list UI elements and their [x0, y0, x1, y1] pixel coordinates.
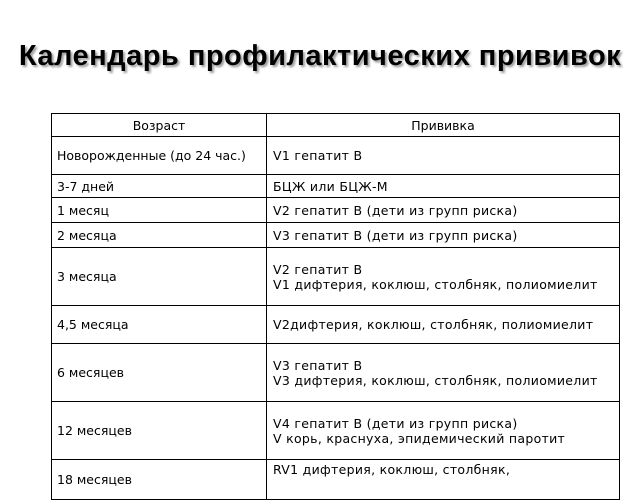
vaccination-entry: V1 гепатит В: [273, 148, 363, 163]
vaccination-entry: V3 гепатит В: [273, 357, 363, 373]
vaccination-entry: БЦЖ или БЦЖ-М: [273, 178, 388, 194]
vaccination-cell: [267, 223, 620, 248]
page-title: Календарь профилактических прививок: [18, 40, 622, 72]
age-cell: 4,5 месяца: [52, 306, 267, 344]
vaccination-entry: V1 дифтерия, коклюш, столбняк, полиомиелит: [273, 276, 598, 292]
age-cell: 18 месяцев: [52, 460, 267, 500]
vaccination-entry: V корь, краснуха, эпидемический паротит: [273, 430, 566, 446]
table-row: [52, 198, 620, 223]
table-header-row: [52, 114, 620, 137]
age-cell: 6 месяцев: [52, 344, 267, 402]
vaccination-entry: V2 гепатит В: [273, 261, 363, 277]
vaccination-schedule-table: [51, 113, 620, 500]
vaccination-cell: [267, 137, 620, 175]
age-cell: 2 месяца: [52, 223, 267, 248]
vaccination-cell: [267, 248, 620, 306]
table-row: [52, 248, 620, 306]
vaccination-entry: V4 гепатит В (дети из групп риска): [273, 415, 518, 431]
age-cell: 3 месяца: [52, 248, 267, 306]
vaccination-cell: [267, 402, 620, 460]
vaccination-entry: RV1 дифтерия, коклюш, столбняк,: [273, 462, 511, 477]
table-row: [52, 306, 620, 344]
age-cell: 3-7 дней: [52, 175, 267, 198]
age-cell: 12 месяцев: [52, 402, 267, 460]
vaccination-cell: [267, 175, 620, 198]
age-cell: 1 месяц: [52, 198, 267, 223]
header-vaccination: Прививка: [267, 114, 620, 137]
vaccination-cell: [267, 306, 620, 344]
table-row: [52, 223, 620, 248]
vaccination-entry: V3 дифтерия, коклюш, столбняк, полиомиелит: [273, 372, 598, 388]
vaccination-entry: V2 гепатит В (дети из групп риска): [273, 202, 518, 218]
table-row: [52, 402, 620, 460]
vaccination-entry: V3 гепатит В (дети из групп риска): [273, 227, 518, 243]
header-age: Возраст: [52, 114, 267, 137]
age-cell: Новорожденные (до 24 час.): [52, 137, 267, 175]
vaccination-cell: [267, 344, 620, 402]
table-row: [52, 344, 620, 402]
table-row: [52, 137, 620, 175]
table-row: [52, 175, 620, 198]
vaccination-cell: [267, 198, 620, 223]
vaccination-entry: V2дифтерия, коклюш, столбняк, полиомиелит: [273, 317, 594, 332]
